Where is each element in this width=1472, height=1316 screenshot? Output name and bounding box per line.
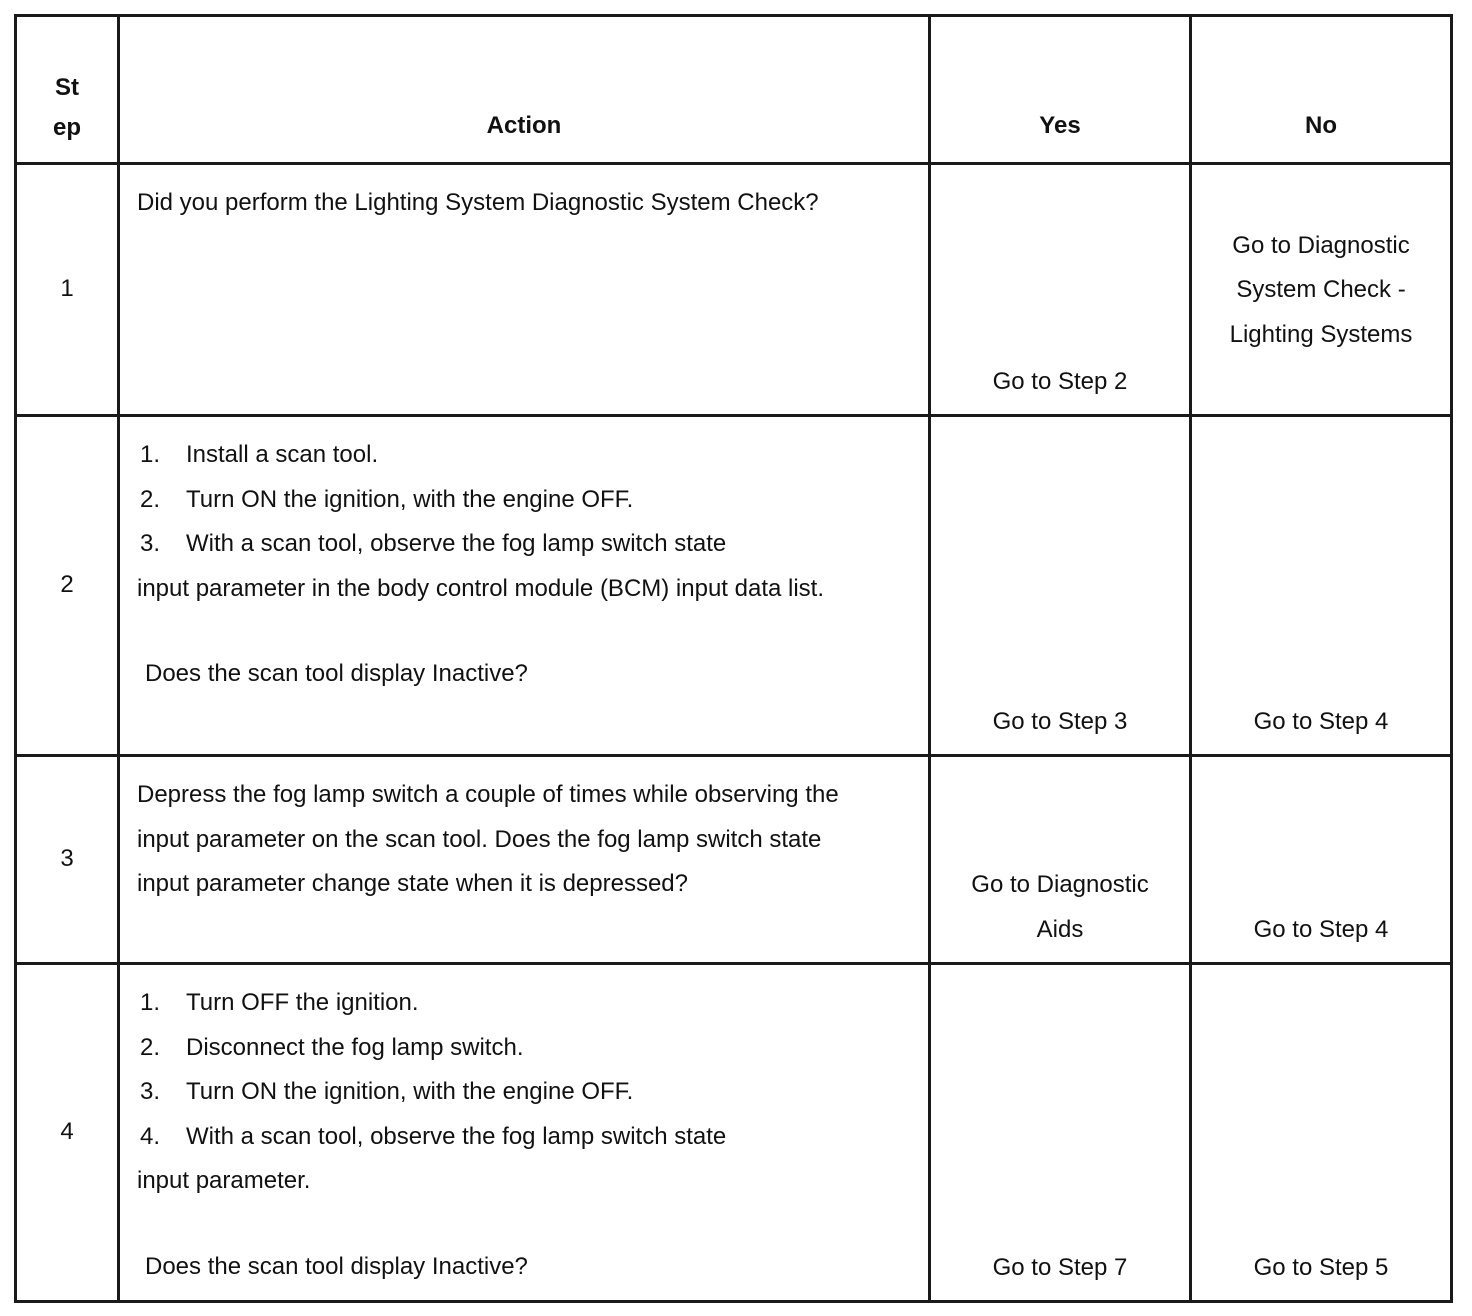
header-step-line2: ep [52,114,81,141]
list-item [137,433,914,478]
no-cell: Go to Step 4 [1191,416,1452,756]
yes-cell: Go to Diagnostic Aids [930,756,1191,964]
list-number: 1. [140,989,161,1016]
list-text: Disconnect the fog lamp switch. [186,1033,524,1061]
yes-cell: Go to Step 3 [930,416,1191,756]
list-text: With a scan tool, observe the fog lamp switch state [186,1122,727,1150]
list-text: Turn OFF the ignition. [186,989,419,1016]
header-step-line1: St [55,74,79,101]
diagnostic-table-sheet [14,14,1450,1302]
list-continuation: input parameter. [137,1167,311,1194]
header-yes: Yes [930,16,1191,164]
question-text: Does the scan tool display Inactive? [145,660,528,687]
action-text: Did you perform the Lighting System Diagnostic System Check? [137,189,819,216]
list-item [137,1070,914,1115]
table-row [16,164,1452,416]
list-number: 4. [140,1122,161,1150]
no-cell: Go to Step 5 [1191,964,1452,1302]
table-row [16,416,1452,756]
list-number: 2. [140,485,161,513]
list-text: Turn ON the ignition, with the engine OFF. [186,485,634,513]
no-cell: Go to Diagnostic System Check - Lighting Systems [1191,164,1452,416]
action-cell [119,164,930,416]
question-text: Does the scan tool display Inactive? [145,1252,528,1280]
action-cell [119,964,930,1302]
list-text: With a scan tool, observe the fog lamp switch state [186,530,727,557]
step-number: 1 [16,164,119,416]
header-row [16,16,1452,164]
yes-cell: Go to Step 2 [930,164,1191,416]
header-no: No [1191,16,1452,164]
list-item [137,1026,914,1071]
yes-cell: Go to Step 7 [930,964,1191,1302]
header-step [16,16,119,164]
action-cell [119,416,930,756]
table-row [16,964,1452,1302]
list-item [137,478,914,523]
header-action: Action [119,16,930,164]
diagnostic-table [14,14,1453,1303]
action-cell [119,756,930,964]
list-text: Turn ON the ignition, with the engine OFF. [186,1078,634,1105]
list-item [137,981,914,1026]
list-number: 3. [140,530,161,557]
list-number: 2. [140,1033,161,1061]
list-item [137,1115,914,1160]
step-number: 2 [16,416,119,756]
step-number: 4 [16,964,119,1302]
table-row [16,756,1452,964]
list-number: 1. [140,441,161,468]
step-number: 3 [16,756,119,964]
no-cell: Go to Step 4 [1191,756,1452,964]
action-text: Depress the fog lamp switch a couple of times while observing the input parameter on the scan tool. Does the fog lamp switch state input parameter change state when it is depressed? [137,781,839,897]
list-text: Install a scan tool. [186,441,379,468]
list-continuation: input parameter in the body control module (BCM) input data list. [137,574,825,602]
list-item [137,522,914,567]
list-number: 3. [140,1078,161,1105]
